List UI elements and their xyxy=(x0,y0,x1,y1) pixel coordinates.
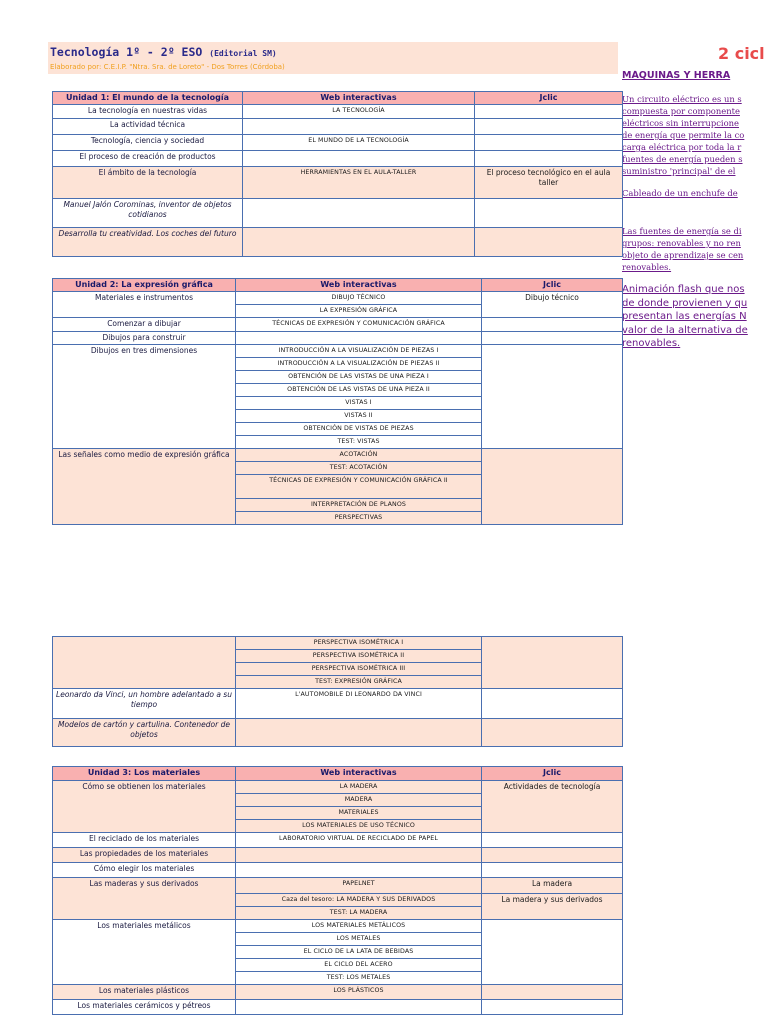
web-link[interactable]: PERSPECTIVAS xyxy=(236,512,482,525)
flash-animation-link[interactable]: Animación flash que nos de donde provienen y qu presentan las energías N valor de la alternativa de renovables. xyxy=(622,284,748,349)
web-link[interactable]: LA TECNOLOGÍA xyxy=(243,105,475,119)
web-link[interactable]: VISTAS I xyxy=(236,397,482,410)
web-link[interactable]: DIBUJO TÉCNICO xyxy=(236,292,482,305)
table-row-label: Cómo elegir los materiales xyxy=(53,863,236,878)
web-link[interactable]: TEST: ACOTACIÓN xyxy=(236,462,482,475)
table-row-label: La tecnología en nuestras vidas xyxy=(53,105,243,119)
jclic-link[interactable]: Actividades de tecnología xyxy=(482,781,623,833)
web-link[interactable]: TÉCNICAS DE EXPRESIÓN Y COMUNICACIÓN GRÁFICA xyxy=(236,318,482,332)
web-link[interactable]: LOS MATERIALES METÁLICOS xyxy=(236,920,482,933)
table-row-label: Comenzar a dibujar xyxy=(53,318,236,332)
document-header xyxy=(48,42,618,74)
table-row-label: El reciclado de los materiales xyxy=(53,833,236,848)
web-link[interactable]: EL MUNDO DE LA TECNOLOGÍA xyxy=(243,135,475,151)
table-row-label: El proceso de creación de productos xyxy=(53,151,243,167)
web-link[interactable]: LOS MATERIALES DE USO TÉCNICO xyxy=(236,820,482,833)
jclic-header: Jclic xyxy=(475,92,623,105)
web-link[interactable]: LOS METALES xyxy=(236,933,482,946)
ciclo-heading: 2 cicl xyxy=(718,44,765,63)
table-row-label: Modelos de cartón y cartulina. Contenedor de objetos xyxy=(53,719,236,747)
web-link[interactable]: LOS PLÁSTICOS xyxy=(236,985,482,1000)
unit2-table xyxy=(52,278,623,525)
right-heading[interactable]: MÁQUINAS Y HERRA xyxy=(622,70,731,81)
web-link[interactable]: PERSPECTIVA ISOMÉTRICA II xyxy=(236,650,482,663)
web-header: Web interactivas xyxy=(243,92,475,105)
jclic-link[interactable]: La madera y sus derivados xyxy=(482,894,623,920)
table-row-label: Desarrolla tu creatividad. Los coches del futuro xyxy=(53,228,243,257)
web-link[interactable]: HERRAMIENTAS EN EL AULA-TALLER xyxy=(243,167,475,199)
unit3-table xyxy=(52,766,623,1015)
table-row-label: Dibujos en tres dimensiones xyxy=(53,345,236,449)
web-link[interactable]: TEST: LA MADERA xyxy=(236,907,482,920)
table-row-label: La actividad técnica xyxy=(53,119,243,135)
web-link[interactable]: TÉCNICAS DE EXPRESIÓN Y COMUNICACIÓN GRÁFICA II xyxy=(236,475,482,499)
table-row-label: Los materiales metálicos xyxy=(53,920,236,985)
right-column xyxy=(622,70,768,351)
energy-sources-link[interactable]: Las fuentes de energía se di grupos: renovables y no ren objeto de aprendizaje se cen renovables. xyxy=(622,226,744,272)
table-row-label: El ámbito de la tecnología xyxy=(53,167,243,199)
web-link[interactable]: EL CICLO DEL ACERO xyxy=(236,959,482,972)
web-link[interactable]: INTERPRETACIÓN DE PLANOS xyxy=(236,499,482,512)
jclic-link[interactable]: Dibujo técnico xyxy=(482,292,623,318)
table-row-label: Materiales e instrumentos xyxy=(53,292,236,318)
enchufe-link[interactable]: Cableado de un enchufe de xyxy=(622,188,738,198)
document-title-note: (Editorial SM) xyxy=(209,49,277,58)
web-link[interactable]: OBTENCIÓN DE VISTAS DE PIEZAS xyxy=(236,423,482,436)
web-link[interactable]: OBTENCIÓN DE LAS VISTAS DE UNA PIEZA II xyxy=(236,384,482,397)
web-link[interactable]: PAPELNET xyxy=(236,878,482,894)
table-row-label: Dibujos para construir xyxy=(53,332,236,345)
web-link[interactable]: PERSPECTIVA ISOMÉTRICA I xyxy=(236,637,482,650)
unit2-continued-table xyxy=(52,636,623,747)
table-row-label: Cómo se obtienen los materiales xyxy=(53,781,236,833)
web-link[interactable]: TEST: LOS METALES xyxy=(236,972,482,985)
document-subtitle: Elaborado por: C.E.I.P. "Ntra. Sra. de Loreto" - Dos Torres (Córdoba) xyxy=(50,63,285,71)
table-row-label: Los materiales plásticos xyxy=(53,985,236,1000)
web-link[interactable]: LA MADERA xyxy=(236,781,482,794)
web-link[interactable]: OBTENCIÓN DE LAS VISTAS DE UNA PIEZA I xyxy=(236,371,482,384)
table-row-label: Leonardo da Vinci, un hombre adelantado a su tiempo xyxy=(53,689,236,719)
web-header: Web interactivas xyxy=(236,279,482,292)
table-row-label: Tecnología, ciencia y sociedad xyxy=(53,135,243,151)
jclic-link[interactable]: La madera xyxy=(482,878,623,894)
document-title: Tecnología 1º - 2º ESO (Editorial SM) xyxy=(50,45,277,59)
jclic-link[interactable]: El proceso tecnológico en el aula taller xyxy=(475,167,623,199)
unit3-header: Unidad 3: Los materiales xyxy=(53,767,236,781)
web-link[interactable]: TEST: VISTAS xyxy=(236,436,482,449)
web-link[interactable]: ACOTACIÓN xyxy=(236,449,482,462)
web-link[interactable]: VISTAS II xyxy=(236,410,482,423)
jclic-header: Jclic xyxy=(482,767,623,781)
web-link[interactable]: PERSPECTIVA ISOMÉTRICA III xyxy=(236,663,482,676)
unit1-header: Unidad 1: El mundo de la tecnología xyxy=(53,92,243,105)
table-row-label: Las propiedades de los materiales xyxy=(53,848,236,863)
web-link[interactable]: TEST: EXPRESIÓN GRÁFICA xyxy=(236,676,482,689)
web-link[interactable]: EL CICLO DE LA LATA DE BEBIDAS xyxy=(236,946,482,959)
table-row-label: Manuel Jalón Corominas, inventor de objetos cotidianos xyxy=(53,199,243,228)
jclic-header: Jclic xyxy=(482,279,623,292)
web-link[interactable]: Caza del tesoro: LA MADERA Y SUS DERIVADOS xyxy=(236,894,482,907)
web-link[interactable]: MATERIALES xyxy=(236,807,482,820)
web-link[interactable]: LA EXPRESIÓN GRÁFICA xyxy=(236,305,482,318)
web-link[interactable]: LABORATORIO VIRTUAL DE RECICLADO DE PAPEL xyxy=(236,833,482,848)
unit1-table xyxy=(52,91,623,257)
table-row-label: Las señales como medio de expresión gráfica xyxy=(53,449,236,525)
web-link[interactable]: INTRODUCCIÓN A LA VISUALIZACIÓN DE PIEZAS II xyxy=(236,358,482,371)
table-row-label: Las maderas y sus derivados xyxy=(53,878,236,920)
web-link[interactable]: INTRODUCCIÓN A LA VISUALIZACIÓN DE PIEZAS I xyxy=(236,345,482,358)
unit2-header: Unidad 2: La expresión gráfica xyxy=(53,279,236,292)
circuit-link[interactable]: Un circuito eléctrico es un s compuesta por componente eléctricos sin interrupcione de energía que permite la co carga eléctrica por toda la r fuentes de energía pueden s suministro 'principal' de el xyxy=(622,94,745,176)
table-row-label: Los materiales cerámicos y pétreos xyxy=(53,1000,236,1015)
web-link[interactable]: L'AUTOMOBILE DI LEONARDO DA VINCI xyxy=(236,689,482,719)
web-header: Web interactivas xyxy=(236,767,482,781)
web-link[interactable]: MADERA xyxy=(236,794,482,807)
